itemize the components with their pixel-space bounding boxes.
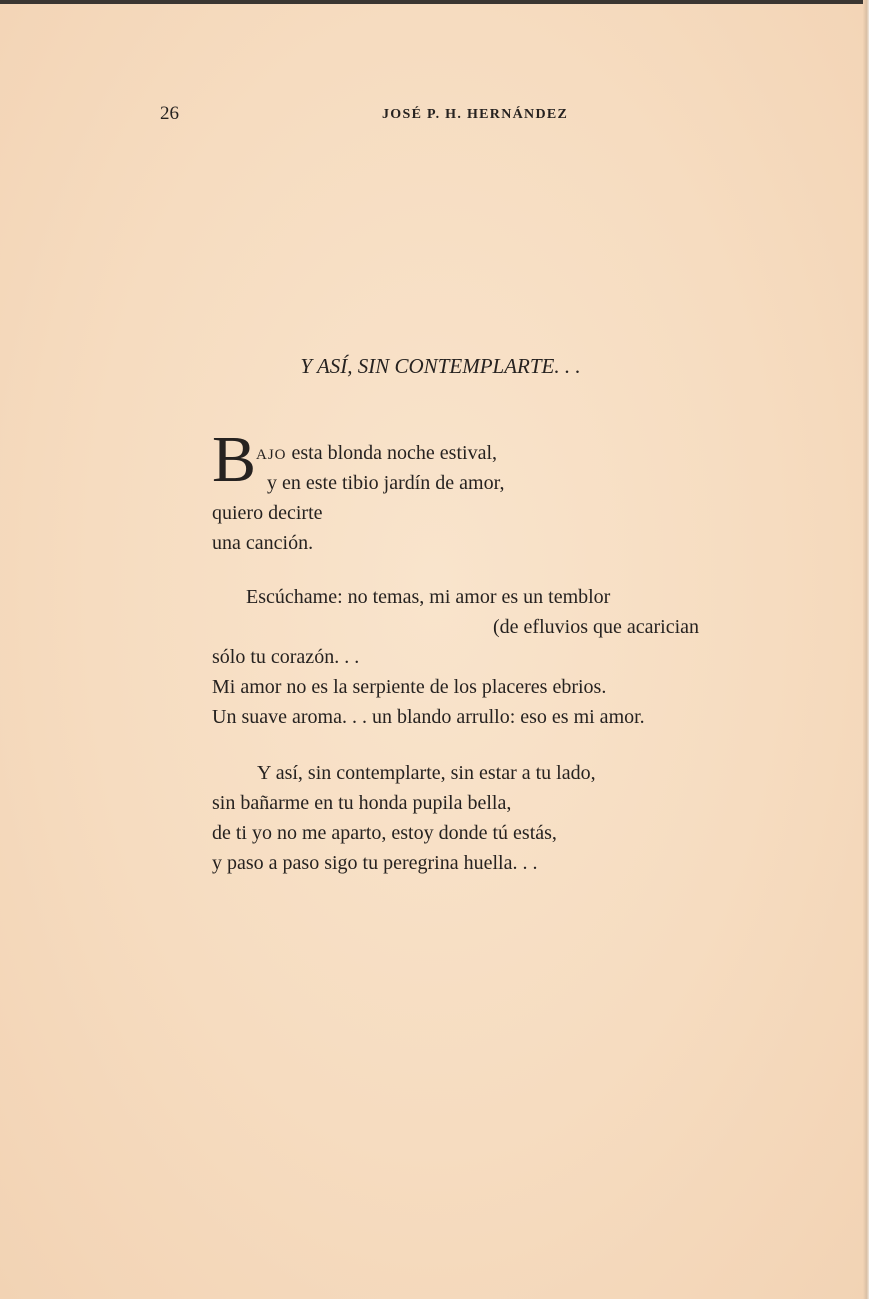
- stanza-2-line-4: Mi amor no es la serpiente de los placeres ebrios.: [212, 676, 607, 698]
- stanza-2-line-5: Un suave aroma. . . un blando arrullo: eso es mi amor.: [212, 706, 645, 728]
- page-right-edge: [863, 0, 869, 1299]
- drop-cap: B: [212, 423, 257, 496]
- stanza-1: [212, 438, 504, 558]
- stanza-1-line-1-text: esta blonda noche estival,: [286, 442, 498, 464]
- stanza-3-line-1: Y así, sin contemplarte, sin estar a tu lado,: [257, 762, 596, 784]
- running-head-author: JOSÉ P. H. HERNÁNDEZ: [382, 107, 569, 122]
- poem-title: Y ASÍ, SIN CONTEMPLARTE. . .: [300, 354, 581, 378]
- stanza-3-line-3: de ti yo no me aparto, estoy donde tú estás,: [212, 822, 557, 844]
- stanza-3: [212, 758, 596, 878]
- stanza-2-line-1: Escúchame: no temas, mi amor es un temblor: [246, 586, 611, 608]
- stanza-2-line-3: sólo tu corazón. . .: [212, 646, 360, 668]
- stanza-2: [212, 582, 699, 732]
- stanza-3-line-2: sin bañarme en tu honda pupila bella,: [212, 792, 512, 814]
- stanza-3-line-4: y paso a paso sigo tu peregrina huella. . .: [212, 852, 538, 874]
- stanza-1-line-3: quiero decirte: [212, 502, 323, 524]
- stanza-1-line-2: y en este tibio jardín de amor,: [267, 472, 505, 494]
- small-caps-opening: AJO: [256, 447, 287, 463]
- page-top-edge: [0, 0, 869, 4]
- page-number: 26: [160, 103, 179, 124]
- stanza-1-line-4: una canción.: [212, 532, 314, 554]
- stanza-2-line-2: (de efluvios que acarician: [493, 616, 700, 638]
- stanza-1-line-1: [212, 438, 504, 468]
